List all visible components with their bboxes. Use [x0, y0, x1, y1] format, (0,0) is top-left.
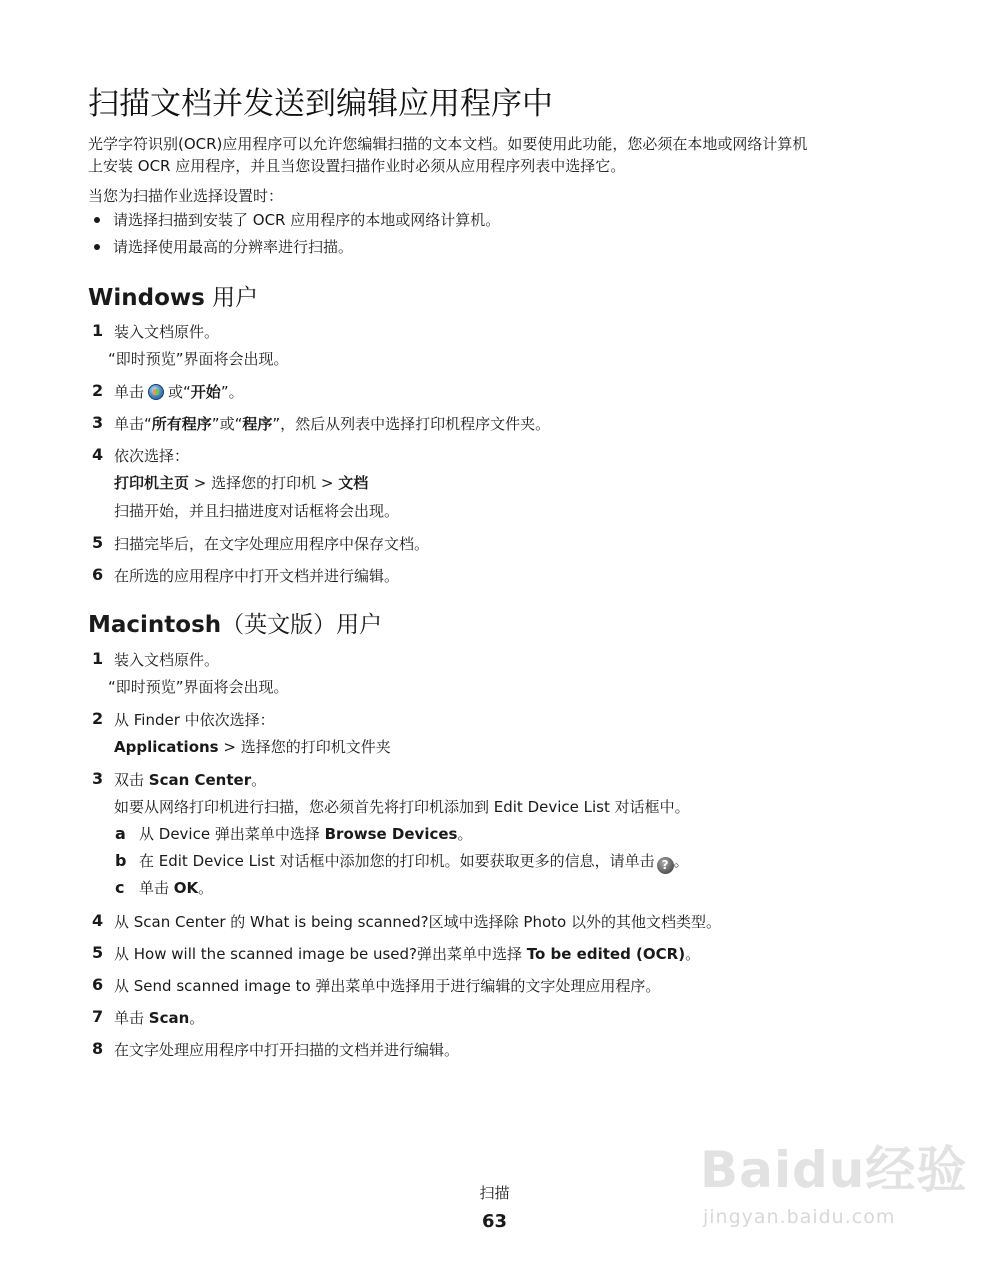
menu-path: 打印机主页 > 选择您的打印机 > 文档 — [114, 474, 369, 492]
substep-text: 单击 OK。 — [139, 879, 214, 897]
step-number: 3 — [92, 769, 104, 788]
intro-line-2: 上安装 OCR 应用程序，并且当您设置扫描作业时必须从应用程序列表中选择它。 — [88, 157, 626, 175]
bullet-dot — [94, 217, 100, 223]
step-text: 装入文档原件。 — [114, 323, 220, 341]
step-number: 5 — [92, 533, 104, 552]
step-number: 5 — [92, 943, 104, 962]
step-text: 在所选的应用程序中打开文档并进行编辑。 — [114, 567, 400, 585]
step-number: 6 — [92, 565, 104, 584]
step-text: 扫描完毕后，在文字处理应用程序中保存文档。 — [114, 535, 430, 553]
bullet-item-2: 请选择使用最高的分辨率进行扫描。 — [113, 238, 354, 256]
step-text: 依次选择： — [114, 447, 190, 465]
mac-heading: Macintosh（英文版）用户 — [88, 612, 383, 638]
page-title: 扫描文档并发送到编辑应用程序中 — [88, 86, 553, 122]
step-number: 4 — [92, 445, 104, 464]
substep-text: 从 Device 弹出菜单中选择 Browse Devices。 — [139, 825, 473, 843]
step-text: 在文字处理应用程序中打开扫描的文档并进行编辑。 — [114, 1041, 460, 1059]
step-number: 2 — [92, 381, 104, 400]
bullet-item-1: 请选择扫描到安装了 OCR 应用程序的本地或网络计算机。 — [113, 211, 501, 229]
step-number: 1 — [92, 321, 104, 340]
step-text: 从 Finder 中依次选择： — [114, 711, 275, 729]
step-text: 从 How will the scanned image be used?弹出菜单中选择 To be edited (OCR)。 — [114, 945, 701, 963]
step-number: 8 — [92, 1039, 104, 1058]
step-text: 从 Send scanned image to 弹出菜单中选择用于进行编辑的文字处理应用程序。 — [114, 977, 661, 995]
windows-start-icon[interactable] — [148, 384, 164, 400]
step-text: 单击 Scan。 — [114, 1009, 205, 1027]
watermark-logo: Baidu经验 — [700, 1141, 968, 1199]
step-number: 3 — [92, 413, 104, 432]
substep-letter: c — [115, 878, 125, 897]
step-text: 单击“所有程序”或“程序”，然后从列表中选择打印机程序文件夹。 — [114, 415, 551, 433]
menu-path: Applications > 选择您的打印机文件夹 — [114, 738, 391, 756]
bullet-dot — [94, 244, 100, 250]
step-text: 双击 Scan Center。 — [114, 771, 267, 789]
step-note: 扫描开始，并且扫描进度对话框将会出现。 — [114, 502, 400, 520]
step-number: 2 — [92, 709, 104, 728]
step-note: 如要从网络打印机进行扫描，您必须首先将打印机添加到 Edit Device List 对话框中。 — [114, 798, 690, 816]
footer-section: 扫描 — [479, 1184, 510, 1202]
step-number: 1 — [92, 649, 104, 668]
windows-heading: Windows 用户 — [88, 285, 259, 311]
intro-lead: 当您为扫描作业选择设置时： — [88, 187, 284, 205]
help-icon[interactable]: ? — [657, 857, 674, 874]
watermark-url: jingyan.baidu.com — [703, 1206, 896, 1228]
substep-letter: a — [115, 824, 126, 843]
step-text: 从 Scan Center 的 What is being scanned?区域中选择除 Photo 以外的其他文档类型。 — [114, 913, 721, 931]
substep-text: 在 Edit Device List 对话框中添加您的打印机。如要获取更多的信息，请单击 ? 。 — [139, 852, 689, 872]
step-text: 装入文档原件。 — [114, 651, 220, 669]
step-note: “即时预览”界面将会出现。 — [108, 678, 289, 696]
step-text: 单击 或“开始”。 — [114, 383, 244, 401]
step-note: “即时预览”界面将会出现。 — [108, 350, 289, 368]
page-number: 63 — [481, 1211, 508, 1232]
step-number: 7 — [92, 1007, 104, 1026]
intro-line-1: 光学字符识别(OCR)应用程序可以允许您编辑扫描的文本文档。如要使用此功能，您必须在本地或网络计算机 — [88, 135, 808, 153]
step-number: 4 — [92, 911, 104, 930]
substep-letter: b — [115, 851, 127, 870]
step-number: 6 — [92, 975, 104, 994]
